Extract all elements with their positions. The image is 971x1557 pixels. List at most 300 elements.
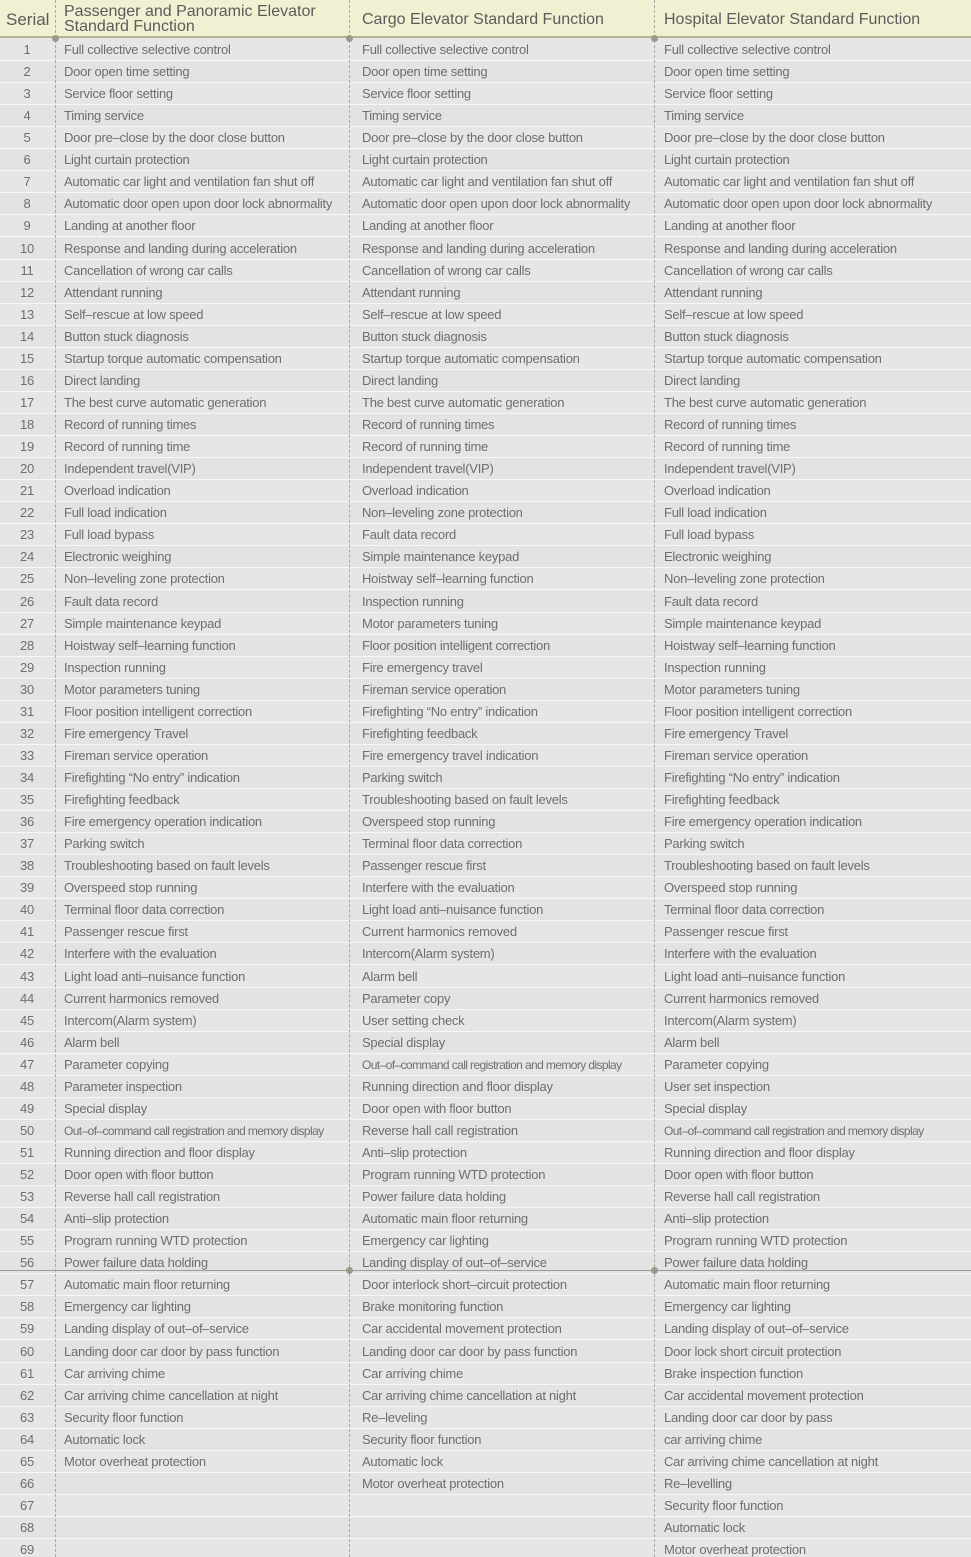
hospital-function-cell: Overload indication [664,483,771,499]
hospital-function-cell: Independent travel(VIP) [664,461,796,477]
table-row [0,348,971,370]
passenger-function-cell: Overload indication [64,483,171,499]
hospital-function-cell: Full load indication [664,505,767,521]
table-row [0,1451,971,1473]
passenger-function-cell: Electronic weighing [64,549,172,565]
hospital-function-cell: Full collective selective control [664,42,831,57]
cargo-function-cell: Program running WTD protection [362,1167,546,1183]
serial-cell: 60 [20,1343,34,1359]
serial-cell: 40 [20,902,34,918]
divider-dot [52,35,59,42]
serial-cell: 51 [20,1145,34,1160]
hospital-function-cell: Direct landing [664,372,740,388]
table-row [0,1076,971,1098]
passenger-function-cell: Fire emergency operation indication [64,814,262,830]
passenger-function-cell: Landing display of out–of–service [64,1321,249,1337]
hospital-function-cell: Terminal floor data correction [664,902,825,918]
serial-cell: 47 [20,1056,34,1072]
header-cargo: Cargo Elevator Standard Function [362,10,604,28]
hospital-function-cell: Service floor setting [664,86,773,102]
table-row [0,370,971,392]
table-row [0,436,971,458]
hospital-function-cell: Cancellation of wrong car calls [664,262,833,278]
cargo-function-cell: User setting check [362,1012,465,1028]
serial-cell: 32 [20,725,34,741]
table-row [0,105,971,127]
hospital-function-cell: Button stuck diagnosis [664,328,789,344]
table-row [0,789,971,811]
passenger-function-cell: Landing door car door by pass function [64,1343,280,1359]
cargo-function-cell: Automatic car light and ventilation fan shut off [362,174,613,190]
table-row [0,260,971,282]
passenger-function-cell: Automatic door open upon door lock abnormality [64,196,333,212]
cargo-function-cell: Security floor function [362,1431,482,1447]
serial-cell: 18 [20,417,34,433]
cargo-function-cell: Fireman service operation [362,681,507,697]
hospital-function-cell: Reverse hall call registration [664,1189,820,1205]
hospital-function-cell: Brake inspection function [664,1365,804,1381]
cargo-function-cell: Fire emergency travel [362,659,483,675]
serial-cell: 44 [20,990,34,1006]
header-serial: Serial [6,9,50,29]
passenger-function-cell: Hoistway self–learning function [64,637,236,653]
passenger-function-cell: Response and landing during acceleration [64,240,297,256]
serial-cell: 58 [20,1299,34,1315]
table-row [0,811,971,833]
table-row [0,635,971,657]
serial-cell: 8 [23,196,31,212]
table-row [0,613,971,635]
cargo-function-cell: Parking switch [362,769,443,785]
hospital-function-cell: Re–levelling [664,1475,732,1491]
header-hospital: Hospital Elevator Standard Function [664,10,921,28]
cargo-function-cell: Landing display of out–of–service [362,1255,547,1271]
hospital-function-cell: Emergency car lighting [664,1299,791,1315]
serial-cell: 52 [20,1167,34,1183]
cargo-function-cell: Attendant running [362,284,461,300]
serial-cell: 13 [20,306,34,322]
serial-cell: 68 [20,1520,34,1536]
cargo-function-cell: Firefighting “No entry” indication [362,703,538,719]
hospital-function-cell: Record of running times [664,417,797,433]
serial-cell: 12 [20,284,34,300]
divider-dot [651,35,658,42]
cargo-function-cell: Power failure data holding [362,1189,506,1205]
passenger-function-cell: Anti–slip protection [64,1211,169,1227]
table-row [0,39,971,61]
cargo-function-cell: Motor parameters tuning [362,615,498,631]
table-row [0,988,971,1010]
column-divider-1 [55,0,56,1557]
serial-cell: 53 [20,1189,34,1205]
serial-cell: 49 [20,1100,34,1116]
cargo-function-cell: Record of running time [362,439,489,455]
table-row [0,723,971,745]
passenger-function-cell: Car arriving chime cancellation at night [64,1387,278,1403]
serial-cell: 14 [20,328,34,344]
serial-cell: 34 [20,769,34,785]
header-passenger-line1: Passenger and Panoramic Elevator [64,3,316,20]
hospital-function-cell: Parameter copying [664,1056,769,1072]
serial-cell: 38 [20,858,34,874]
passenger-function-cell: Light load anti–nuisance function [64,968,246,984]
cargo-function-cell: Simple maintenance keypad [362,549,520,565]
passenger-function-cell: Special display [64,1100,147,1116]
divider-dot [651,1267,658,1274]
table-row [0,1142,971,1164]
passenger-function-cell: Inspection running [64,659,166,675]
passenger-function-cell: Automatic main floor returning [64,1277,230,1293]
table-row [0,767,971,789]
passenger-function-cell: Terminal floor data correction [64,902,225,918]
serial-cell: 41 [20,924,34,940]
hospital-function-cell: Hoistway self–learning function [664,637,836,653]
cargo-function-cell: Reverse hall call registration [362,1122,518,1138]
table-row [0,1473,971,1495]
serial-cell: 63 [20,1409,34,1425]
table-row [0,1230,971,1252]
passenger-function-cell: Direct landing [64,372,140,388]
table-row [0,1208,971,1230]
passenger-function-cell [64,1495,348,1517]
table-row [0,1385,971,1407]
cargo-function-cell: Fault data record [362,527,457,543]
serial-cell: 39 [20,880,34,896]
table-row [0,480,971,502]
table-row [0,1120,971,1142]
serial-cell: 5 [23,130,31,146]
passenger-function-cell: Program running WTD protection [64,1233,248,1249]
cargo-function-cell: Intercom(Alarm system) [362,946,495,962]
serial-cell: 54 [20,1211,34,1227]
passenger-function-cell: Passenger rescue first [64,924,188,940]
hospital-function-cell: The best curve automatic generation [664,394,867,410]
serial-cell: 61 [20,1365,34,1381]
hospital-function-cell: Alarm bell [664,1034,720,1050]
passenger-function-cell [64,1539,348,1557]
table-row [0,326,971,348]
cargo-function-cell: Response and landing during acceleration [362,240,595,256]
serial-cell: 6 [23,152,31,168]
cargo-function-cell: Overspeed stop running [362,814,496,830]
table-row [0,524,971,546]
passenger-function-cell [64,1517,348,1539]
cargo-function-cell: Inspection running [362,593,464,609]
hospital-function-cell: Running direction and floor display [664,1145,855,1160]
cargo-function-cell: Door open with floor button [362,1100,512,1116]
passenger-function-cell: Door open time setting [64,64,190,80]
passenger-function-cell: Button stuck diagnosis [64,328,189,344]
passenger-function-cell: Landing at another floor [64,218,196,234]
passenger-function-cell: Full load bypass [64,527,154,543]
hospital-function-cell: Interfere with the evaluation [664,946,817,962]
table-row [0,568,971,590]
cargo-function-cell: Anti–slip protection [362,1145,467,1160]
passenger-function-cell: Fault data record [64,593,159,609]
divider-dot [346,35,353,42]
cargo-function-cell: Special display [362,1034,445,1050]
hospital-function-cell: Out–of–command call registration and memory display [664,1123,924,1138]
hospital-function-cell: Car accidental movement protection [664,1387,864,1403]
hospital-function-cell: Record of running time [664,439,791,455]
serial-cell: 27 [20,615,34,631]
passenger-function-cell: Intercom(Alarm system) [64,1012,197,1028]
passenger-function-cell: Motor overheat protection [64,1453,206,1469]
passenger-function-cell: Running direction and floor display [64,1145,255,1160]
passenger-function-cell: Automatic lock [64,1431,146,1447]
hospital-function-cell: Intercom(Alarm system) [664,1012,797,1028]
table-row [0,1517,971,1539]
cargo-function-cell: Light load anti–nuisance function [362,902,544,918]
hospital-function-cell: Automatic main floor returning [664,1277,830,1293]
hospital-function-cell: Landing at another floor [664,218,796,234]
serial-cell: 62 [20,1387,34,1403]
table-row [0,833,971,855]
hospital-function-cell: Fireman service operation [664,747,809,763]
cargo-function-cell: Startup torque automatic compensation [362,350,580,366]
passenger-function-cell: Fire emergency Travel [64,725,189,741]
passenger-function-cell: Startup torque automatic compensation [64,350,282,366]
table-row [0,1495,971,1517]
table-row [0,392,971,414]
passenger-function-cell: Power failure data holding [64,1255,208,1271]
hospital-function-cell: Full load bypass [664,527,754,543]
cargo-function-cell: Self–rescue at low speed [362,306,502,322]
serial-cell: 2 [23,64,31,80]
cargo-function-cell [362,1495,652,1517]
hospital-function-cell: Landing door car door by pass [664,1409,833,1425]
cargo-function-cell: Terminal floor data correction [362,836,523,852]
cargo-function-cell: Door open time setting [362,64,488,80]
passenger-function-cell: Light curtain protection [64,152,190,168]
serial-cell: 67 [20,1497,34,1513]
serial-cell: 16 [20,372,34,388]
cargo-function-cell: Button stuck diagnosis [362,328,487,344]
passenger-function-cell: Firefighting feedback [64,792,180,808]
table-row [0,127,971,149]
hospital-function-cell: Light load anti–nuisance function [664,968,846,984]
cargo-function-cell: Brake monitoring function [362,1299,504,1315]
serial-cell: 19 [20,439,34,455]
table-row [0,1274,971,1296]
table-row [0,1407,971,1429]
cargo-function-cell: Automatic door open upon door lock abnormality [362,196,631,212]
hospital-function-cell: Program running WTD protection [664,1233,848,1249]
table-row [0,745,971,767]
cargo-function-cell [362,1517,652,1539]
hospital-function-cell: Inspection running [664,659,766,675]
cargo-function-cell: Non–leveling zone protection [362,505,523,521]
cargo-function-cell: Car arriving chime cancellation at night [362,1387,576,1403]
passenger-function-cell: Car arriving chime [64,1365,165,1381]
hospital-function-cell: Self–rescue at low speed [664,306,804,322]
passenger-function-cell: Simple maintenance keypad [64,615,222,631]
hospital-function-cell: Timing service [664,108,744,124]
table-row [0,83,971,105]
table-row [0,1010,971,1032]
hospital-function-cell: Light curtain protection [664,152,790,168]
table-row [0,1296,971,1318]
serial-cell: 46 [20,1034,34,1050]
table-row [0,193,971,215]
serial-cell: 17 [20,394,34,410]
hospital-function-cell: Door open time setting [664,64,790,80]
table-row [0,1164,971,1186]
serial-cell: 50 [20,1122,34,1138]
serial-cell: 4 [23,108,31,124]
divider-dot [346,1267,353,1274]
cargo-function-cell: Door interlock short–circuit protection [362,1277,567,1293]
passenger-function-cell: Out–of–command call registration and memory display [64,1123,324,1138]
serial-cell: 24 [20,549,34,565]
table-row [0,546,971,568]
serial-cell: 26 [20,593,34,609]
table-row [0,1539,971,1557]
serial-cell: 28 [20,637,34,653]
table-row [0,899,971,921]
table-row [0,414,971,436]
serial-cell: 43 [20,968,34,984]
hospital-function-cell: User set inspection [664,1078,770,1094]
cargo-function-cell: Passenger rescue first [362,858,486,874]
serial-cell: 20 [20,461,34,477]
cargo-function-cell: Car accidental movement protection [362,1321,562,1337]
serial-cell: 57 [20,1277,34,1293]
table-row [0,238,971,260]
serial-cell: 7 [23,174,31,190]
table-row [0,679,971,701]
table-row [0,701,971,723]
passenger-function-cell: Parking switch [64,836,145,852]
serial-cell: 30 [20,681,34,697]
serial-cell: 29 [20,659,34,675]
serial-cell: 65 [20,1453,34,1469]
passenger-function-cell: Service floor setting [64,86,173,102]
serial-cell: 1 [23,42,31,57]
hospital-function-cell: Non–leveling zone protection [664,571,825,587]
serial-cell: 36 [20,814,34,830]
cargo-function-cell: Automatic lock [362,1453,444,1469]
passenger-function-cell: Record of running time [64,439,191,455]
hospital-function-cell: Troubleshooting based on fault levels [664,858,870,874]
serial-cell: 37 [20,836,34,852]
passenger-function-cell: Motor parameters tuning [64,681,200,697]
serial-cell: 33 [20,747,34,763]
cargo-function-cell: Alarm bell [362,968,418,984]
cargo-function-cell: Record of running times [362,417,495,433]
table-row [0,921,971,943]
hospital-function-cell: Door open with floor button [664,1167,814,1183]
cargo-function-cell: Door pre–close by the door close button [362,130,583,146]
passenger-function-cell: Independent travel(VIP) [64,461,196,477]
hospital-function-cell: Automatic door open upon door lock abnormality [664,196,933,212]
hospital-function-cell: Door pre–close by the door close button [664,130,885,146]
table-row [0,1186,971,1208]
cargo-function-cell: Light curtain protection [362,152,488,168]
hospital-function-cell: Landing display of out–of–service [664,1321,849,1337]
hospital-function-cell: Electronic weighing [664,549,772,565]
table-row [0,657,971,679]
cargo-function-cell: Re–leveling [362,1409,428,1425]
hospital-function-cell: Firefighting “No entry” indication [664,769,840,785]
serial-cell: 9 [23,218,31,234]
serial-cell: 45 [20,1012,34,1028]
passenger-function-cell: Security floor function [64,1409,184,1425]
passenger-function-cell: Firefighting “No entry” indication [64,769,240,785]
cargo-function-cell: Automatic main floor returning [362,1211,528,1227]
table-row [0,591,971,613]
hospital-function-cell: Car arriving chime cancellation at night [664,1453,878,1469]
passenger-function-cell: Timing service [64,108,144,124]
passenger-function-cell: Fireman service operation [64,747,209,763]
hospital-function-cell: Automatic lock [664,1520,746,1536]
passenger-function-cell: Full collective selective control [64,42,231,57]
table-row [0,1098,971,1120]
table-row [0,458,971,480]
serial-cell: 56 [20,1255,34,1271]
cargo-function-cell: The best curve automatic generation [362,394,565,410]
hospital-function-cell: Automatic car light and ventilation fan shut off [664,174,915,190]
hospital-function-cell: Simple maintenance keypad [664,615,822,631]
hospital-function-cell: Parking switch [664,836,745,852]
cargo-function-cell: Hoistway self–learning function [362,571,534,587]
passenger-function-cell: The best curve automatic generation [64,394,267,410]
serial-cell: 11 [20,262,34,278]
passenger-function-cell: Troubleshooting based on fault levels [64,858,270,874]
cargo-function-cell: Overload indication [362,483,469,499]
column-divider-3 [654,0,655,1557]
hospital-function-cell: Fire emergency Travel [664,725,789,741]
passenger-function-cell: Overspeed stop running [64,880,198,896]
cargo-function-cell: Out–of–command call registration and memory display [362,1057,622,1072]
serial-cell: 69 [20,1542,34,1557]
passenger-function-cell: Door pre–close by the door close button [64,130,285,146]
table-row [0,1341,971,1363]
cargo-function-cell: Firefighting feedback [362,725,478,741]
cargo-function-cell: Cancellation of wrong car calls [362,262,531,278]
table-row [0,304,971,326]
table-row [0,1318,971,1340]
cargo-function-cell: Landing at another floor [362,218,494,234]
header-passenger-line2: Standard Function [64,18,195,35]
cargo-function-cell: Service floor setting [362,86,471,102]
hospital-function-cell: Passenger rescue first [664,924,788,940]
cargo-function-cell: Current harmonics removed [362,924,517,940]
cargo-function-cell: Direct landing [362,372,438,388]
serial-cell: 15 [20,350,34,366]
serial-cell: 25 [20,571,34,587]
table-row [0,855,971,877]
cargo-function-cell: Full collective selective control [362,42,529,57]
hospital-function-cell: Current harmonics removed [664,990,819,1006]
serial-cell: 64 [20,1431,34,1447]
hospital-function-cell: Overspeed stop running [664,880,798,896]
hospital-function-cell: Fire emergency operation indication [664,814,862,830]
passenger-function-cell: Record of running times [64,417,197,433]
serial-cell: 42 [20,946,34,962]
hospital-function-cell: Motor overheat protection [664,1542,806,1557]
table-row [0,877,971,899]
serial-cell: 31 [20,703,34,719]
passenger-function-cell: Self–rescue at low speed [64,306,204,322]
serial-cell: 48 [20,1078,34,1094]
table-row [0,966,971,988]
passenger-function-cell: Floor position intelligent correction [64,703,253,719]
cargo-function-cell: Independent travel(VIP) [362,461,494,477]
cargo-function-cell: Landing door car door by pass function [362,1343,578,1359]
header-passenger [64,0,348,38]
passenger-function-cell [64,1473,348,1495]
